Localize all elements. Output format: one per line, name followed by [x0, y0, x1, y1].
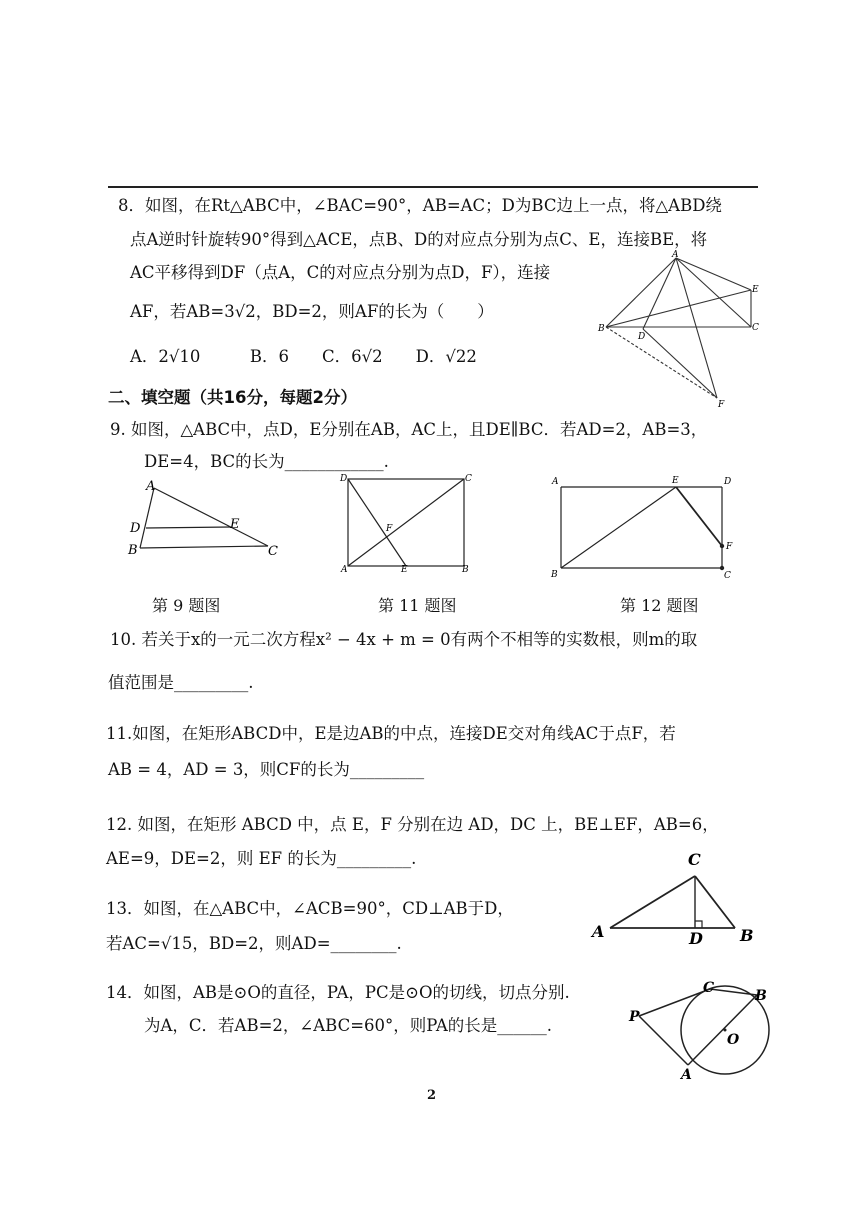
fig9-label-D: D — [130, 521, 141, 536]
q12-line-1: 12. 如图，在矩形 ABCD 中，点 E，F 分别在边 AD，DC 上，BE⊥EF，AB=6， — [106, 815, 719, 834]
q11-line-1: 11.如图，在矩形ABCD中，E是边AB的中点，连接DE交对角线AC于点F，若 — [106, 724, 676, 743]
figure-13 — [590, 848, 770, 948]
q8-label-B: B — [598, 324, 605, 334]
q8-label-A: A — [672, 250, 679, 260]
q8-label-C: C — [752, 323, 759, 333]
q12-line-2: AE=9，DE=2，则 EF 的长为_________. — [106, 849, 417, 868]
q10-line-2: 值范围是_________. — [108, 673, 254, 692]
fig13-label-B: B — [740, 926, 754, 945]
top-rule — [108, 186, 758, 188]
fig12-label-C: C — [724, 571, 731, 581]
fig14-label-A: A — [681, 1067, 692, 1083]
fig12-label-A: A — [552, 477, 559, 487]
fig12-label-E: E — [672, 476, 679, 486]
fig9-label-B: B — [128, 543, 138, 558]
fig11-label-F: F — [386, 524, 393, 534]
fig14-label-C: C — [703, 980, 715, 996]
fig12-point-C — [720, 566, 724, 570]
fig11-label-E: E — [401, 565, 408, 575]
q11-line-2: AB = 4，AD = 3，则CF的长为_________ — [108, 760, 425, 779]
caption-fig9: 第 9 题图 — [152, 596, 221, 615]
fig11-label-D: D — [340, 474, 348, 484]
section-2-heading: 二、填空题（共16分，每题2分） — [108, 388, 357, 407]
q8-figure — [598, 250, 768, 410]
fig13-label-A: A — [592, 922, 605, 941]
q14-line-1: 14．如图，AB是⊙O的直径，PA，PC是⊙O的切线，切点分别. — [106, 983, 570, 1002]
q10-line-1: 10. 若关于x的一元二次方程x² − 4x + m = 0有两个不相等的实数根，则m的取 — [110, 630, 698, 649]
fig12-label-B: B — [551, 570, 558, 580]
q8-line-1: 8．如图，在Rt△ABC中，∠BAC=90°，AB=AC；D为BC边上一点，将△ABD绕 — [118, 196, 722, 215]
q13-line-2: 若AC=√15，BD=2，则AD=________. — [106, 934, 402, 953]
fig13-label-C: C — [688, 850, 701, 869]
q8-options: A．2√10 B．6 C．6√2 D．√22 — [130, 347, 477, 366]
figure-11 — [338, 472, 478, 577]
fig12-point-F — [720, 544, 724, 548]
q13-line-1: 13．如图，在△ABC中，∠ACB=90°，CD⊥AB于D， — [106, 899, 514, 918]
caption-fig12: 第 12 题图 — [620, 596, 699, 615]
fig13-label-D: D — [689, 929, 703, 948]
q8-line-4: AF，若AB=3√2，BD=2，则AF的长为（ ） — [130, 302, 494, 321]
fig12-label-D: D — [724, 477, 732, 487]
fig11-label-C: C — [465, 474, 472, 484]
q8-line-2: 点A逆时针旋转90°得到△ACE，点B、D的对应点分别为点C、E，连接BE，将 — [130, 230, 708, 249]
figure-12 — [550, 472, 740, 582]
q9-line-2: DE=4，BC的长为____________. — [144, 452, 389, 471]
caption-fig11: 第 11 题图 — [378, 596, 457, 615]
fig14-label-P: P — [629, 1009, 640, 1025]
fig11-label-A: A — [341, 565, 348, 575]
q8-line-3: AC平移得到DF（点A，C的对应点分别为点D，F），连接 — [130, 263, 551, 282]
q8-label-E: E — [752, 285, 759, 295]
fig14-label-O: O — [727, 1032, 740, 1048]
figure-9 — [125, 478, 285, 558]
q8-label-D: D — [638, 332, 646, 342]
fig14-label-B: B — [755, 988, 767, 1004]
fig9-label-A: A — [146, 479, 156, 494]
page-number: 2 — [427, 1088, 437, 1103]
fig9-label-C: C — [268, 544, 278, 559]
q14-line-2: 为A，C．若AB=2，∠ABC=60°，则PA的长是______. — [144, 1016, 553, 1035]
q9-line-1: 9. 如图，△ABC中，点D，E分别在AB，AC上，且DE∥BC．若AD=2，AB=3， — [110, 420, 708, 439]
fig12-label-F: F — [726, 542, 733, 552]
q8-label-F: F — [718, 400, 725, 410]
figure-14 — [625, 978, 775, 1083]
fig11-label-B: B — [462, 565, 469, 575]
fig9-label-E: E — [230, 517, 240, 532]
